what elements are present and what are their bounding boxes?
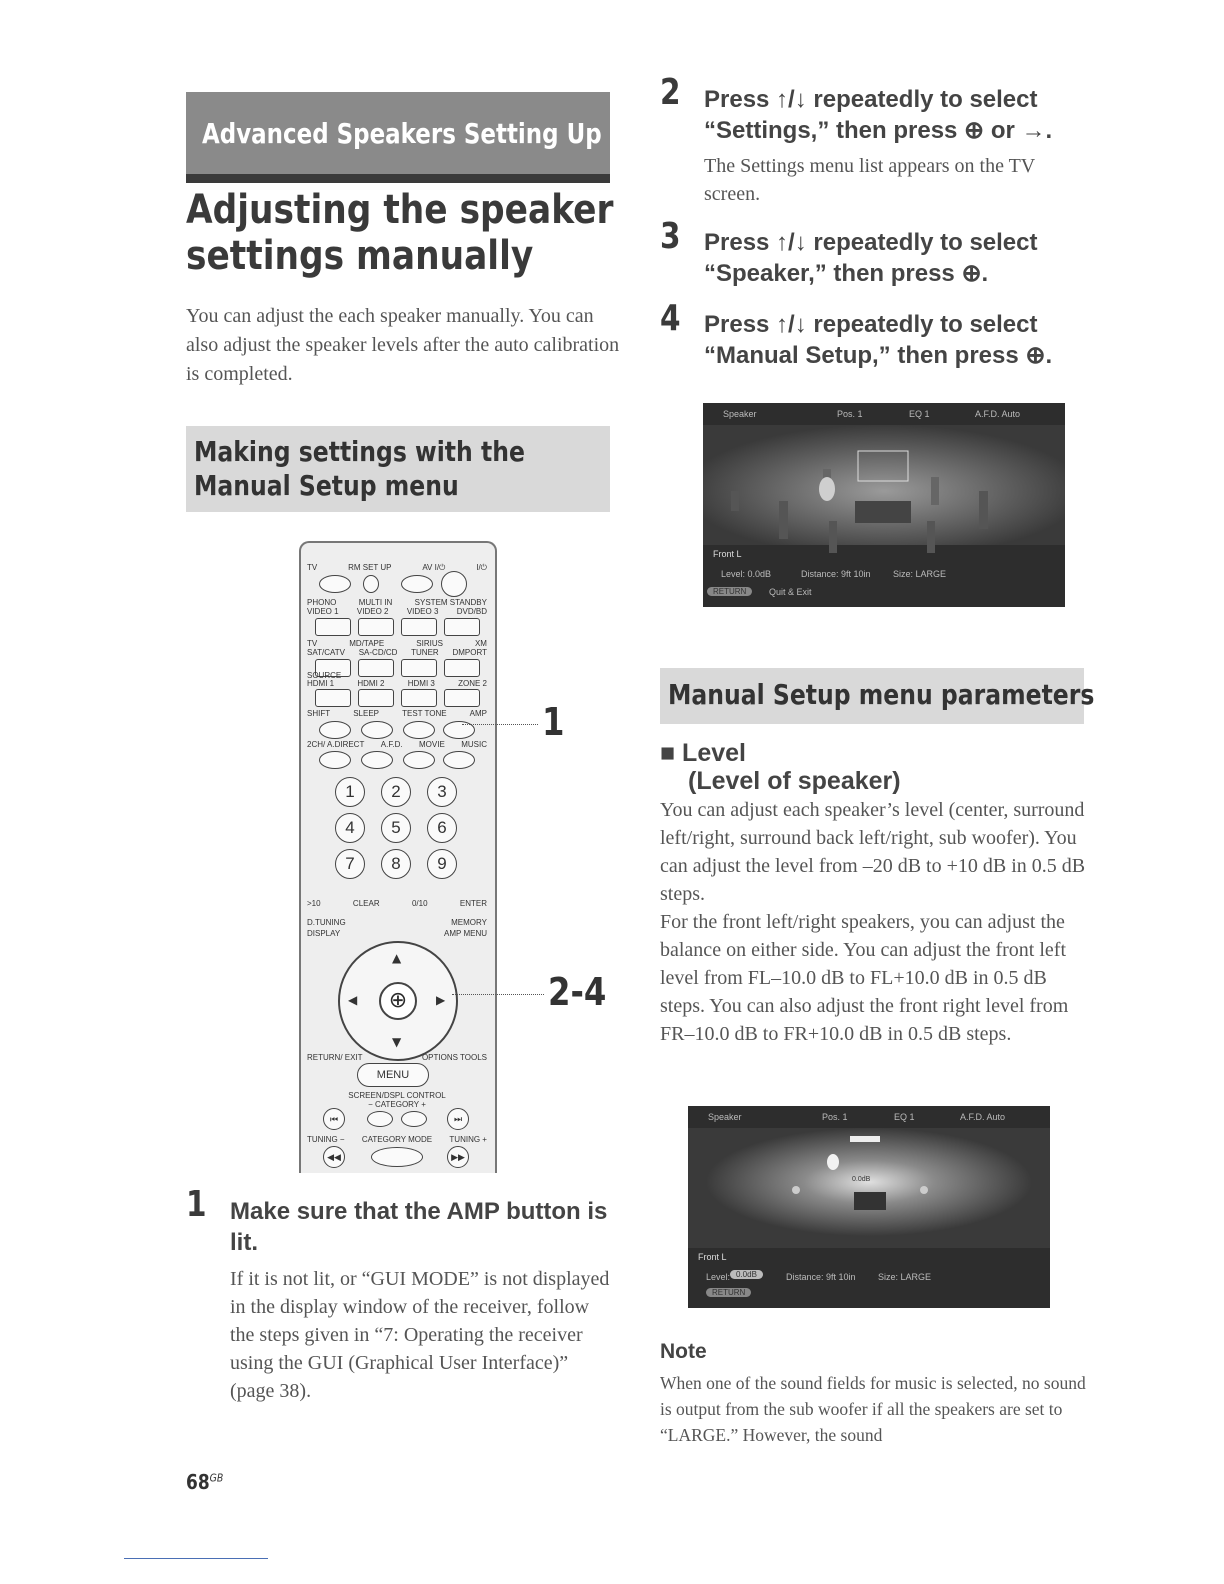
remote-input-button bbox=[444, 618, 480, 636]
remote-num-6: 6 bbox=[427, 813, 457, 843]
remote-num-7: 7 bbox=[335, 849, 365, 879]
note-body: When one of the sound fields for music is selected, no sound is output from the sub woofer if all the speakers are set to “LARGE.” However, the sound bbox=[660, 1373, 1086, 1445]
remote-shift-button bbox=[319, 721, 351, 739]
remote-label-dvd: DVD/BD bbox=[456, 607, 487, 616]
screen1-distance: Distance: 9ft 10in bbox=[801, 569, 871, 579]
remote-label-movie: MOVIE bbox=[419, 740, 445, 749]
remote-num-5: 5 bbox=[381, 813, 411, 843]
remote-num-8: 8 bbox=[381, 849, 411, 879]
screen1-footer bbox=[703, 569, 1065, 589]
step1-heading: Make sure that the AMP button is lit. bbox=[230, 1198, 608, 1256]
remote-input-button bbox=[444, 689, 480, 707]
remote-label-rm-setup: RM SET UP bbox=[348, 563, 392, 572]
remote-label-options: OPTIONS TOOLS bbox=[421, 1053, 487, 1062]
remote-category-plus-button bbox=[401, 1111, 427, 1127]
screen2-level-value: 0.0dB bbox=[730, 1270, 763, 1279]
dpad-down-icon: ▼ bbox=[392, 1035, 402, 1049]
remote-label-category: − CATEGORY + bbox=[368, 1100, 426, 1109]
level-subheading: (Level of speaker) bbox=[688, 767, 901, 795]
remote-label-shift: SHIFT bbox=[307, 709, 331, 718]
remote-label-amp: AMP bbox=[469, 709, 487, 718]
remote-label-sleep: SLEEP bbox=[353, 709, 379, 718]
remote-row-display bbox=[307, 929, 487, 938]
page-number-suffix: GB bbox=[209, 1471, 224, 1485]
screen1-speaker-label: Speaker bbox=[723, 409, 757, 419]
remote-label-sirius: SIRIUS bbox=[416, 639, 443, 648]
remote-label-hdmi1: HDMI 1 bbox=[307, 679, 335, 688]
screen2-pos: Pos. 1 bbox=[822, 1112, 848, 1122]
subsection-making-line1: Making settings with the bbox=[194, 435, 525, 468]
step2-heading-line2: “Settings,” then press ⊕ or →. bbox=[704, 117, 1053, 144]
remote-label-tuning-plus: TUNING + bbox=[449, 1135, 487, 1144]
remote-label-video1: VIDEO 1 bbox=[307, 607, 339, 616]
page-number-value: 68 bbox=[186, 1470, 210, 1494]
remote-label-adirect: 2CH/ A.DIRECT bbox=[307, 740, 365, 749]
remote-row3b bbox=[307, 648, 487, 657]
remote-label-dtuning: D.TUNING bbox=[307, 918, 346, 927]
remote-num-1: 1 bbox=[335, 777, 365, 807]
screen1-level: Level: 0.0dB bbox=[721, 569, 772, 579]
remote-label-sacd: SA-CD/CD bbox=[358, 648, 398, 657]
screen1-pos: Pos. 1 bbox=[837, 409, 863, 419]
step2-body: The Settings menu list appears on the TV screen. bbox=[704, 155, 1035, 205]
remote-row-bottom-nums bbox=[307, 899, 487, 908]
remote-rewind-icon: ◀◀ bbox=[323, 1146, 345, 1168]
remote-row-return bbox=[307, 1053, 487, 1062]
section-banner-title: Advanced Speakers Setting Up bbox=[202, 117, 602, 150]
remote-label-phono: PHONO bbox=[307, 598, 337, 607]
remote-play-button bbox=[371, 1147, 423, 1167]
screen2-eq: EQ 1 bbox=[894, 1112, 915, 1122]
remote-input-button bbox=[358, 689, 394, 707]
remote-category-minus-button bbox=[367, 1111, 393, 1127]
dpad-right-icon: ▶ bbox=[436, 993, 446, 1007]
screen1-return-button: RETURN bbox=[707, 587, 752, 596]
remote-rmsetup-button bbox=[363, 575, 379, 593]
remote-label-amp-menu: AMP MENU bbox=[444, 929, 487, 938]
remote-input-button bbox=[401, 618, 437, 636]
section-banner-rule bbox=[186, 174, 610, 183]
remote-input-button bbox=[315, 618, 351, 636]
remote-power-button bbox=[441, 571, 467, 597]
step4-heading bbox=[704, 309, 1052, 371]
remote-label-memory: MEMORY bbox=[451, 918, 487, 927]
subsection-making-text bbox=[194, 435, 525, 503]
remote-label-screen-control: SCREEN/DSPL CONTROL bbox=[348, 1091, 446, 1100]
remote-label-music: MUSIC bbox=[461, 740, 487, 749]
remote-menu-button: MENU bbox=[357, 1063, 429, 1087]
remote-label-display: DISPLAY bbox=[307, 929, 341, 938]
remote-row-screen bbox=[307, 1091, 487, 1100]
remote-label-return: RETURN/ EXIT bbox=[307, 1053, 363, 1062]
screen2-center-value: 0.0dB bbox=[852, 1176, 871, 1183]
screen2-speaker-label: Speaker bbox=[708, 1112, 742, 1122]
remote-music-button bbox=[443, 751, 475, 769]
step3-number: 3 bbox=[660, 216, 681, 257]
remote-movie-button bbox=[403, 751, 435, 769]
remote-row5 bbox=[307, 709, 487, 718]
remote-2ch-button bbox=[319, 751, 351, 769]
remote-label-tuning-minus: TUNING − bbox=[307, 1135, 345, 1144]
remote-label-dmport: DMPORT bbox=[452, 648, 487, 657]
step3-heading-line1: Press ↑/↓ repeatedly to select bbox=[704, 229, 1038, 256]
step2-number: 2 bbox=[660, 72, 681, 113]
remote-label-standby: SYSTEM STANDBY bbox=[414, 598, 487, 607]
remote-num-2: 2 bbox=[381, 777, 411, 807]
remote-label-hdmi2: HDMI 2 bbox=[357, 679, 385, 688]
remote-label-category-mode: CATEGORY MODE bbox=[361, 1135, 433, 1144]
screen2-afd: A.F.D. Auto bbox=[960, 1112, 1006, 1122]
remote-label-mdtape: MD/TAPE bbox=[349, 639, 385, 648]
remote-test-tone-button bbox=[403, 721, 435, 739]
remote-label-tv2: TV bbox=[307, 639, 318, 648]
step1-body: If it is not lit, or “GUI MODE” is not displayed in the display window of the receiver, follow the steps given in “7: Operating the receiver using the GUI (Graphical User Interface)” (page 38). bbox=[230, 1268, 610, 1402]
screen2-return-button: RETURN bbox=[706, 1288, 751, 1297]
screen1-front-l-label: Front L bbox=[713, 549, 742, 559]
remote-label-10plus: >10 bbox=[307, 899, 321, 908]
step3-heading-line2: “Speaker,” then press ⊕. bbox=[704, 260, 989, 287]
remote-label-0-10: 0/10 bbox=[411, 899, 428, 908]
callout-line-1 bbox=[462, 724, 538, 725]
remote-row4b bbox=[307, 679, 487, 688]
step4-number: 4 bbox=[660, 298, 681, 339]
remote-label-xm: XM bbox=[474, 639, 487, 648]
subsection-heading-manual-parameters bbox=[660, 668, 1095, 724]
remote-num-4: 4 bbox=[335, 813, 365, 843]
callout-2-4: 2-4 bbox=[548, 970, 607, 1014]
level-body bbox=[660, 796, 1090, 1048]
remote-next-icon: ⏭ bbox=[447, 1108, 469, 1130]
page-title bbox=[186, 187, 613, 279]
remote-sleep-button bbox=[361, 721, 393, 739]
remote-input-button bbox=[315, 689, 351, 707]
tv-screen-level-view bbox=[688, 1106, 1050, 1308]
remote-input-button bbox=[358, 618, 394, 636]
screen2-level-label: Level: bbox=[706, 1272, 731, 1282]
level-heading: ■ Level bbox=[660, 739, 746, 767]
section-banner bbox=[186, 92, 610, 174]
step1-number: 1 bbox=[186, 1184, 207, 1225]
remote-row2b bbox=[307, 607, 487, 616]
subsection-making-line2: Manual Setup menu bbox=[194, 469, 459, 502]
remote-label-zone2: ZONE 2 bbox=[458, 679, 487, 688]
callout-1: 1 bbox=[542, 700, 565, 744]
remote-label-tuner: TUNER bbox=[411, 648, 439, 657]
subsection-heading-making-settings bbox=[186, 426, 610, 512]
page-title-line1: Adjusting the speaker bbox=[186, 187, 614, 233]
remote-row2a bbox=[307, 598, 487, 607]
remote-dpad bbox=[338, 941, 458, 1061]
subsection-manual-text: Manual Setup menu parameters bbox=[668, 678, 1095, 711]
remote-label-tv: TV bbox=[307, 563, 318, 572]
step4-heading-line2: “Manual Setup,” then press ⊕. bbox=[704, 342, 1053, 369]
remote-control-illustration bbox=[299, 541, 497, 1173]
remote-label-enter: ENTER bbox=[459, 899, 487, 908]
remote-label-video3: VIDEO 3 bbox=[406, 607, 439, 616]
dpad-enter-icon: ⊕ bbox=[379, 982, 417, 1020]
page-title-line2: settings manually bbox=[186, 233, 534, 279]
remote-forward-icon: ▶▶ bbox=[447, 1146, 469, 1168]
footer-rule bbox=[124, 1558, 268, 1559]
remote-av-button bbox=[401, 575, 433, 593]
remote-row-tuning bbox=[307, 918, 487, 927]
remote-prev-icon: ⏮ bbox=[323, 1108, 345, 1130]
remote-label-hdmi3: HDMI 3 bbox=[407, 679, 435, 688]
dpad-left-icon: ◀ bbox=[348, 993, 358, 1007]
level-body-para2: For the front left/right speakers, you can adjust the balance on either side. You can adjust the front left level from FL–10.0 dB to FL+10.0 dB in 0.5 dB steps. You can also adjust the front right level from FR–10.0 dB to FR+10.0 dB in 0.5 dB steps. bbox=[660, 911, 1069, 1045]
step4-heading-line1: Press ↑/↓ repeatedly to select bbox=[704, 311, 1038, 338]
step2-heading-line1: Press ↑/↓ repeatedly to select bbox=[704, 86, 1038, 113]
screen1-size: Size: LARGE bbox=[893, 569, 947, 579]
remote-label-clear: CLEAR bbox=[352, 899, 380, 908]
intro-paragraph: You can adjust the each speaker manually. You can also adjust the speaker levels after the auto calibration is completed. bbox=[186, 305, 620, 385]
remote-label-afd: A.F.D. bbox=[380, 740, 403, 749]
screen2-distance: Distance: 9ft 10in bbox=[786, 1272, 856, 1282]
remote-row6 bbox=[307, 740, 487, 749]
remote-afd-button bbox=[361, 751, 393, 769]
remote-label-multi-in: MULTI IN bbox=[358, 598, 393, 607]
note-heading: Note bbox=[660, 1340, 707, 1363]
screen1-afd: A.F.D. Auto bbox=[975, 409, 1021, 419]
remote-num-9: 9 bbox=[427, 849, 457, 879]
screen1-eq: EQ 1 bbox=[909, 409, 930, 419]
step3-heading bbox=[704, 227, 1038, 289]
callout-line-2-4 bbox=[452, 994, 544, 995]
remote-row3a bbox=[307, 639, 487, 648]
remote-label-test-tone: TEST TONE bbox=[402, 709, 447, 718]
screen2-front-l-label: Front L bbox=[698, 1252, 727, 1262]
remote-label-video2: VIDEO 2 bbox=[356, 607, 389, 616]
page-number bbox=[186, 1470, 223, 1494]
screen1-exit-label: Quit & Exit bbox=[769, 587, 812, 597]
remote-num-3: 3 bbox=[427, 777, 457, 807]
step2-heading bbox=[704, 84, 1052, 146]
remote-label-source: SOURCE bbox=[307, 671, 342, 680]
remote-input-button bbox=[401, 689, 437, 707]
dpad-up-icon: ▲ bbox=[392, 951, 402, 965]
remote-row-tune bbox=[307, 1135, 487, 1144]
remote-label-av: AV I/⏻ bbox=[422, 563, 446, 572]
level-body-para1: You can adjust each speaker’s level (center, surround left/right, surround back left/right, sub woofer). You can adjust the level from –20 dB to +10 dB in 0.5 dB steps. bbox=[660, 799, 1086, 905]
screen2-size: Size: LARGE bbox=[878, 1272, 932, 1282]
remote-tv-button bbox=[319, 575, 351, 593]
remote-label-power: I/⏻ bbox=[476, 563, 487, 572]
remote-label-satcatv: SAT/CATV bbox=[307, 648, 345, 657]
tv-screen-speaker-view bbox=[703, 403, 1065, 607]
